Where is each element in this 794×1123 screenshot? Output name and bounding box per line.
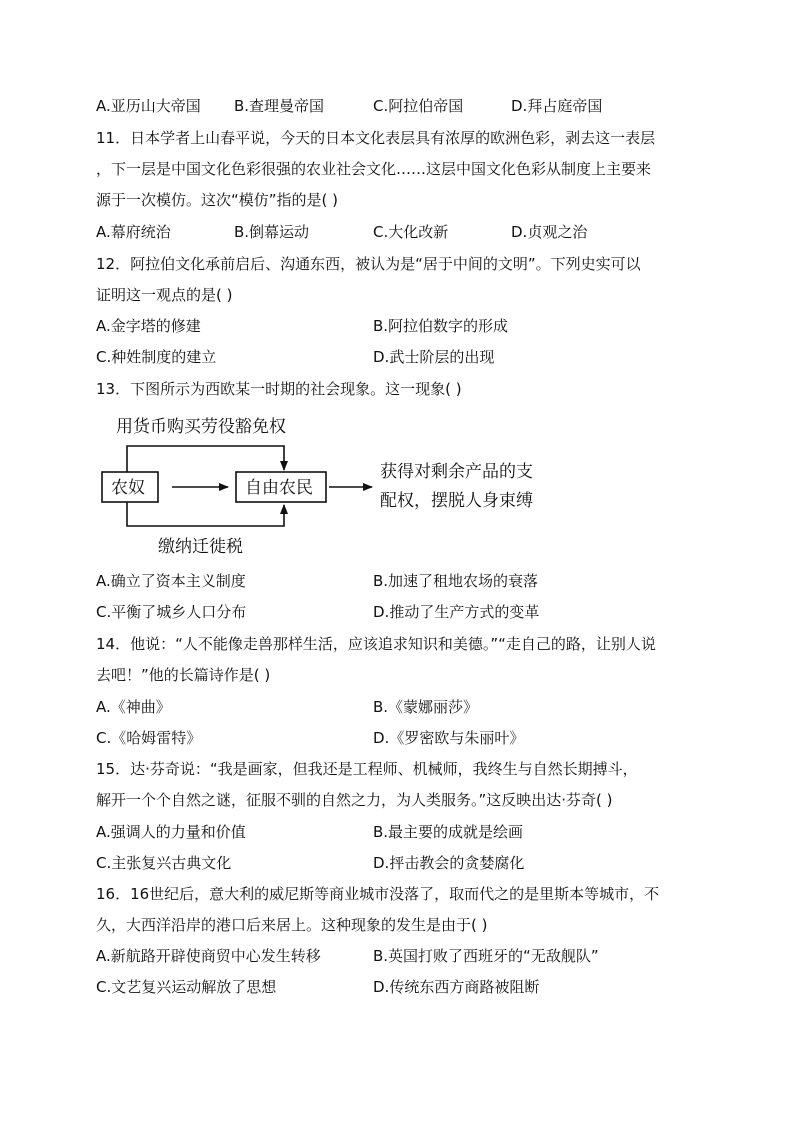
option-b: B.《蒙娜丽莎》 [373, 698, 479, 716]
option-d: D.《罗密欧与朱丽叶》 [373, 729, 525, 747]
question-text-line: 11．日本学者上山春平说，今天的日本文化表层具有浓厚的欧洲色彩，剥去这一表层 [96, 129, 656, 147]
option-c: C.阿拉伯帝国 [373, 97, 464, 115]
bottom-connector-arrow [127, 502, 284, 526]
question-text-line: 久，大西洋沿岸的港口后来居上。这种现象的发生是由于( ) [96, 916, 488, 934]
question-text-line: 源于一次模仿。这次“模仿”指的是( ) [96, 191, 339, 209]
result-line-1: 获得对剩余产品的支 [380, 462, 533, 482]
question-text-line: 去吧！”他的长篇诗作是( ) [96, 666, 271, 684]
option-b: B.最主要的成就是绘画 [373, 823, 524, 841]
option-d: D.传统东西方商路被阻断 [373, 978, 540, 996]
option-c: C.大化改新 [373, 223, 449, 241]
option-d: D.武士阶层的出现 [373, 348, 495, 366]
option-c: C.文艺复兴运动解放了思想 [96, 978, 277, 996]
diagram-top-label: 用货币购买劳役豁免权 [116, 417, 286, 437]
box-serf-label: 农奴 [111, 478, 145, 498]
question-text-line: 13．下图所示为西欧某一时期的社会现象。这一现象( ) [96, 380, 462, 398]
option-a: A.《神曲》 [96, 698, 171, 716]
option-a: A.新航路开辟使商贸中心发生转移 [96, 947, 321, 965]
option-a: A.亚历山大帝国 [96, 97, 201, 115]
top-connector-arrow [127, 446, 284, 472]
option-a: A.金字塔的修建 [96, 317, 201, 335]
diagram-bottom-label: 缴纳迁徙税 [158, 537, 243, 557]
option-c: C.主张复兴古典文化 [96, 854, 232, 872]
option-b: B.倒幕运动 [234, 223, 310, 241]
box-free-peasant-label: 自由农民 [245, 478, 313, 498]
diagram-svg [96, 410, 576, 560]
question-text-line: ，下一层是中国文化色彩很强的农业社会文化……这层中国文化色彩从制度上主要来 [96, 160, 652, 178]
serf-liberation-diagram [96, 410, 576, 560]
option-a: A.确立了资本主义制度 [96, 572, 246, 590]
option-c: C.平衡了城乡人口分布 [96, 603, 247, 621]
option-b: B.加速了租地农场的衰落 [373, 572, 539, 590]
question-text-line: 12．阿拉伯文化承前启后、沟通东西，被认为是“居于中间的文明”。下列史实可以 [96, 255, 641, 273]
option-d: D.推动了生产方式的变革 [373, 603, 540, 621]
question-text-line: 16．16世纪后，意大利的威尼斯等商业城市没落了，取而代之的是里斯本等城市，不 [96, 885, 660, 903]
option-b: B.阿拉伯数字的形成 [373, 317, 509, 335]
option-b: B.查理曼帝国 [234, 97, 325, 115]
option-d: D.拜占庭帝国 [511, 97, 603, 115]
question-text-line: 15．达·芬奇说：“我是画家，但我还是工程师、机械师，我终生与自然长期搏斗， [96, 760, 638, 778]
question-text-line: 解开一个个自然之谜，征服不驯的自然之力，为人类服务。”这反映出达·芬奇( ) [96, 791, 613, 809]
option-c: C.种姓制度的建立 [96, 348, 217, 366]
result-line-2: 配权，摆脱人身束缚 [380, 491, 533, 511]
option-b: B.英国打败了西班牙的“无敌舰队” [373, 947, 599, 965]
option-a: A.幕府统治 [96, 223, 171, 241]
question-text-line: 14．他说：“人不能像走兽那样生活，应该追求知识和美德。”“走自己的路，让别人说 [96, 635, 656, 653]
option-d: D.贞观之治 [511, 223, 588, 241]
option-a: A.强调人的力量和价值 [96, 823, 246, 841]
question-text-line: 证明这一观点的是( ) [96, 286, 233, 304]
option-c: C.《哈姆雷特》 [96, 729, 202, 747]
option-d: D.抨击教会的贪婪腐化 [373, 854, 525, 872]
